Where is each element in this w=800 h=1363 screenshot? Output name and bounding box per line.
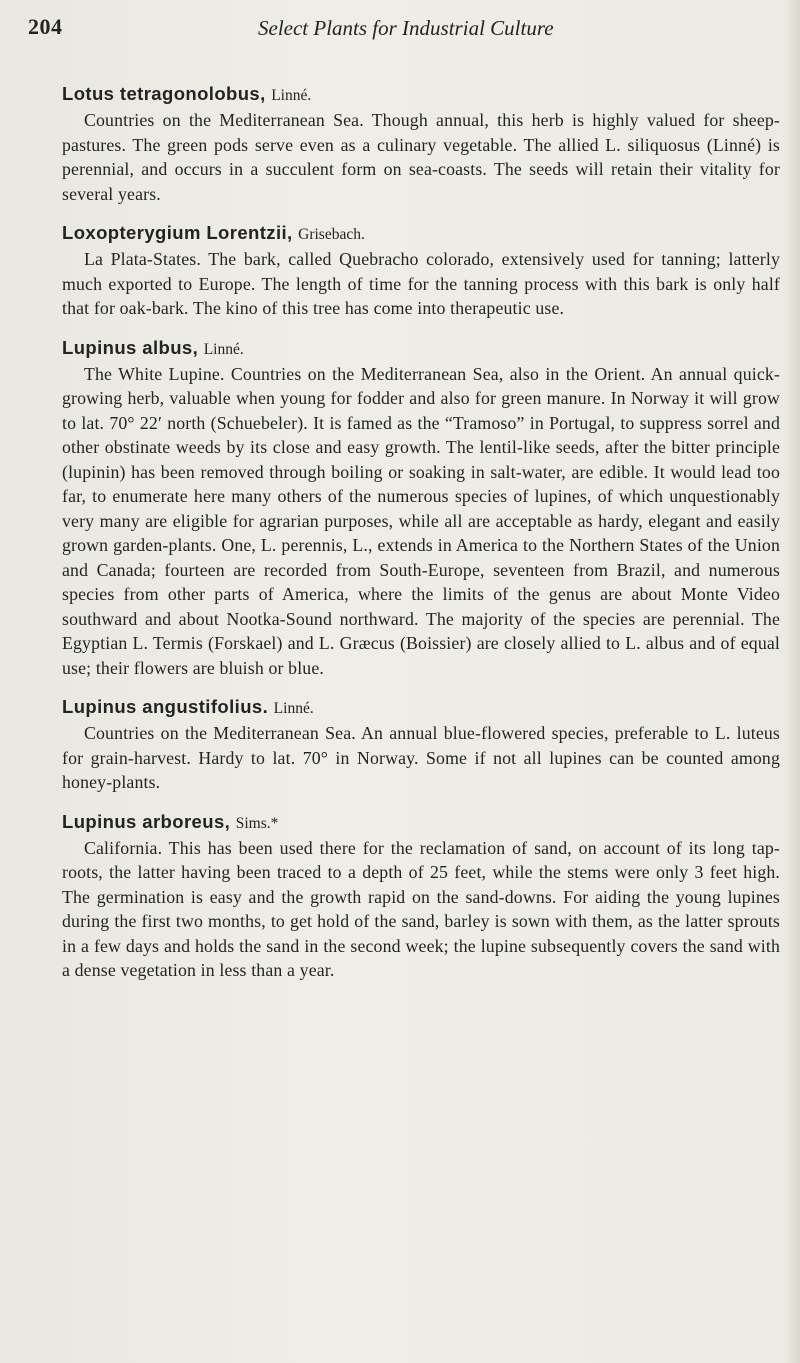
plant-entry-loxopterygium-lorentzii	[62, 221, 780, 321]
running-title: Select Plants for Industrial Culture	[258, 16, 554, 40]
entry-body: Countries on the Mediterranean Sea. An annual blue-flowered species, preferable to L. luteus for grain-harvest. Hardy to lat. 70° in Norway. Some if not all lupines can be counted among honey-plants.	[62, 723, 780, 792]
entry-title	[62, 82, 780, 108]
plant-entry-lupinus-angustifolius	[62, 695, 780, 795]
entry-body: California. This has been used there for the reclamation of sand, on account of its long tap-roots, the latter having been traced to a depth of 25 feet, while the stems were only 3 feet high. The germination is easy and the growth rapid on the sand-downs. For aiding the young lupines during the first two months, to get hold of the sand, barley is sown with them, as the latter sprouts in a few days and holds the sand in the second week; the lupine subsequently covers the sand with a dense vegetation in less than a year.	[62, 837, 780, 980]
page-content	[62, 82, 780, 998]
entry-authority: Linné.	[203, 340, 244, 358]
entry-species-name: Lupinus albus,	[62, 336, 199, 358]
plant-entry-lupinus-albus	[62, 336, 780, 681]
entry-species-name: Lotus tetragonolobus,	[62, 83, 266, 104]
entry-authority: Grisebach.	[298, 226, 365, 243]
entry-title	[62, 336, 780, 362]
page-header	[28, 14, 768, 50]
entry-species-name: Lupinus arboreus,	[62, 810, 231, 832]
page-edge-shadow	[786, 0, 800, 1363]
entry-title	[62, 695, 780, 721]
entry-title	[62, 810, 780, 836]
entry-authority: Linné.	[273, 700, 314, 717]
plant-entry-lupinus-arboreus	[62, 810, 780, 983]
entry-body: The White Lupine. Countries on the Mediterranean Sea, also in the Orient. An annual quick-growing herb, valuable when young for fodder and also for green manure. In Norway it will grow to lat. 70° 22′ north (Schuebeler). It is famed as the “Tramoso” in Portugal, to suppress sorrel and other obstinate weeds by its close and easy growth. The lentil-like seeds, after the bitter principle (lupinin) has been removed through boiling or soaking in salt-water, are edible. It would lead too far, to enumerate here many others of the numerous species of lupines, of which unquestionably very many are eligible for agrarian purposes, while all are acceptable as hardy, elegant and easily grown garden-plants. One, L. perennis, L., extends in America to the Northern States of the Union and Canada; fourteen are recorded from South-Europe, seventeen from Brazil, and numerous species from other parts of America, where the limits of the genus are about Monte Video southward and about Nootka-Sound northward. The majority of the species are perennial. The Egyptian L. Termis (Forskael) and L. Græcus (Boissier) are closely allied to L. albus and of equal use; their flowers are bluish or blue.	[62, 363, 780, 678]
page-number: 204	[28, 14, 63, 39]
entry-authority: Sims.*	[235, 814, 279, 832]
entry-title	[62, 221, 780, 247]
entry-species-name: Loxopterygium Lorentzii,	[62, 222, 293, 243]
entry-body: Countries on the Mediterranean Sea. Though annual, this herb is highly valued for sheep-pastures. The green pods serve even as a culinary vegetable. The allied L. siliquosus (Linné) is perennial, and occurs in a succulent form on sea-coasts. The seeds will retain their vitality for several years.	[62, 110, 780, 204]
entry-species-name: Lupinus angustifolius.	[62, 696, 269, 717]
entry-authority: Linné.	[271, 87, 312, 104]
plant-entry-lotus-tetragonolobus	[62, 82, 780, 206]
entry-body: La Plata-States. The bark, called Quebracho colorado, extensively used for tanning; latterly much exported to Europe. The length of time for the tanning process with this bark is only half that for oak-bark. The kino of this tree has come into therapeutic use.	[62, 249, 780, 318]
